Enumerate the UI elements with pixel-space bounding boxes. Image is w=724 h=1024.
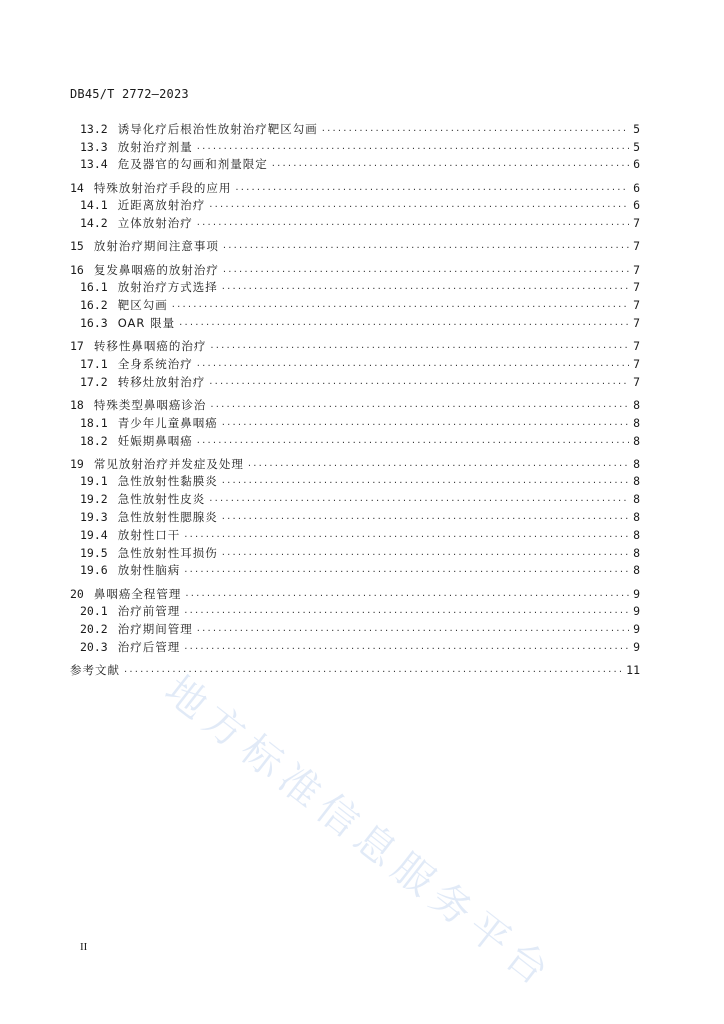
toc-leader-dots bbox=[184, 604, 629, 618]
toc-entry-page: 7 bbox=[633, 315, 640, 330]
toc-entry-page: 7 bbox=[633, 239, 640, 254]
toc-entry[interactable] bbox=[70, 154, 640, 172]
toc-entry-title: 复发鼻咽癌的放射治疗 bbox=[93, 262, 219, 277]
toc-entry-page: 9 bbox=[633, 604, 640, 619]
toc-entry[interactable] bbox=[70, 601, 640, 619]
toc-entry[interactable] bbox=[70, 259, 640, 277]
toc-entry-number: 19.5 bbox=[80, 545, 108, 560]
toc-entry[interactable] bbox=[70, 583, 640, 601]
toc-leader-dots bbox=[222, 546, 629, 560]
toc-leader-dots bbox=[248, 457, 629, 471]
toc-entry-number: 14.2 bbox=[80, 216, 108, 231]
toc-entry[interactable] bbox=[70, 524, 640, 542]
toc-entry-title: 近距离放射治疗 bbox=[117, 198, 206, 213]
toc-entry-page: 5 bbox=[633, 139, 640, 154]
toc-entry[interactable] bbox=[70, 136, 640, 154]
toc-entry-title: 特殊放射治疗手段的应用 bbox=[93, 180, 232, 195]
toc-entry-number: 16 bbox=[70, 262, 84, 277]
toc-entry-title: 靶区勾画 bbox=[117, 298, 168, 313]
toc-entry[interactable] bbox=[70, 312, 640, 330]
toc-entry-title: 青少年儿童鼻咽癌 bbox=[117, 415, 218, 430]
toc-leader-dots bbox=[272, 157, 629, 171]
toc-entry-title: 放射性脑病 bbox=[117, 563, 181, 578]
toc-leader-dots bbox=[222, 474, 629, 488]
toc-entry[interactable] bbox=[70, 659, 640, 677]
toc-entry-page: 7 bbox=[633, 216, 640, 231]
toc-entry-number: 17 bbox=[70, 339, 84, 354]
toc-entry-number: 13.2 bbox=[80, 121, 108, 136]
toc-entry[interactable] bbox=[70, 118, 640, 136]
toc-entry[interactable] bbox=[70, 412, 640, 430]
toc-entry-title: 放射治疗剂量 bbox=[117, 139, 193, 154]
toc-entry[interactable] bbox=[70, 277, 640, 295]
toc-entry-page: 7 bbox=[633, 339, 640, 354]
toc-entry-title: 急性放射性腮腺炎 bbox=[117, 510, 218, 525]
toc-entry-page: 7 bbox=[633, 280, 640, 295]
toc-entry-number: 13.4 bbox=[80, 157, 108, 172]
toc-entry-title: 放射治疗方式选择 bbox=[117, 280, 218, 295]
toc-entry-number: 14.1 bbox=[80, 198, 108, 213]
toc-entry-page: 8 bbox=[633, 563, 640, 578]
toc-entry[interactable] bbox=[70, 618, 640, 636]
toc-entry-title: 转移性鼻咽癌的治疗 bbox=[93, 339, 207, 354]
toc-entry-title: 治疗前管理 bbox=[117, 604, 181, 619]
toc-entry-number: 14 bbox=[70, 180, 84, 195]
toc-entry-title: OAR 限量 bbox=[117, 315, 176, 330]
toc-entry-page: 5 bbox=[633, 121, 640, 136]
toc-entry-page: 6 bbox=[633, 180, 640, 195]
toc-entry[interactable] bbox=[70, 335, 640, 353]
toc-entry-title: 全身系统治疗 bbox=[117, 356, 193, 371]
toc-entry[interactable] bbox=[70, 453, 640, 471]
toc-entry-page: 8 bbox=[633, 545, 640, 560]
toc-entry-title: 立体放射治疗 bbox=[117, 216, 193, 231]
toc-entry-title: 放射性口干 bbox=[117, 527, 181, 542]
toc-entry-title: 参考文献 bbox=[70, 663, 120, 678]
toc-leader-dots bbox=[197, 216, 629, 230]
toc-entry-title: 治疗后管理 bbox=[117, 640, 181, 655]
toc-entry-number: 19.4 bbox=[80, 527, 108, 542]
toc-entry-title: 妊娠期鼻咽癌 bbox=[117, 433, 193, 448]
toc-entry[interactable] bbox=[70, 471, 640, 489]
toc-leader-dots bbox=[235, 181, 629, 195]
toc-entry-page: 8 bbox=[633, 510, 640, 525]
toc-entry[interactable] bbox=[70, 394, 640, 412]
toc-leader-dots bbox=[197, 357, 629, 371]
toc-entry-page: 7 bbox=[633, 374, 640, 389]
toc-entry[interactable] bbox=[70, 177, 640, 195]
toc-entry-page: 8 bbox=[633, 456, 640, 471]
toc-entry[interactable] bbox=[70, 195, 640, 213]
toc-entry-title: 转移灶放射治疗 bbox=[117, 374, 206, 389]
toc-entry-number: 19.2 bbox=[80, 492, 108, 507]
toc-leader-dots bbox=[184, 563, 629, 577]
toc-entry-number: 17.1 bbox=[80, 356, 108, 371]
toc-entry-page: 9 bbox=[633, 622, 640, 637]
toc-entry-number: 19.1 bbox=[80, 474, 108, 489]
toc-leader-dots bbox=[197, 140, 629, 154]
toc-entry-number: 19.3 bbox=[80, 510, 108, 525]
toc-leader-dots bbox=[184, 640, 629, 654]
toc-entry-title: 急性放射性黏膜炎 bbox=[117, 474, 218, 489]
toc-leader-dots bbox=[223, 263, 629, 277]
toc-leader-dots bbox=[172, 298, 629, 312]
toc-leader-dots bbox=[210, 339, 629, 353]
toc-entry-number: 18.1 bbox=[80, 415, 108, 430]
toc-entry-title: 治疗期间管理 bbox=[117, 622, 193, 637]
toc-leader-dots bbox=[197, 434, 629, 448]
toc-entry-number: 18 bbox=[70, 397, 84, 412]
page-number: II bbox=[80, 941, 88, 953]
toc-entry-title: 常见放射治疗并发症及处理 bbox=[93, 456, 244, 471]
toc-entry-page: 9 bbox=[633, 586, 640, 601]
toc-entry[interactable] bbox=[70, 636, 640, 654]
toc-entry[interactable] bbox=[70, 294, 640, 312]
toc-entry-number: 20.1 bbox=[80, 604, 108, 619]
toc-entry-number: 16.2 bbox=[80, 298, 108, 313]
toc-entry-page: 8 bbox=[633, 527, 640, 542]
toc-entry-title: 危及器官的勾画和剂量限定 bbox=[117, 157, 268, 172]
toc-entry-page: 7 bbox=[633, 262, 640, 277]
toc-leader-dots bbox=[222, 510, 629, 524]
toc-leader-dots bbox=[185, 587, 629, 601]
toc-entry[interactable] bbox=[70, 430, 640, 448]
toc-entry-page: 6 bbox=[633, 157, 640, 172]
toc-entry-title: 特殊类型鼻咽癌诊治 bbox=[93, 397, 207, 412]
toc-entry-page: 9 bbox=[633, 640, 640, 655]
watermark-text: 地方标准信息服务平台 bbox=[156, 667, 563, 999]
toc-entry-number: 19 bbox=[70, 456, 84, 471]
toc-entry-number: 13.3 bbox=[80, 139, 108, 154]
toc-entry-page: 11 bbox=[626, 663, 640, 678]
toc-entry-page: 8 bbox=[633, 397, 640, 412]
toc-entry[interactable] bbox=[70, 236, 640, 254]
toc-leader-dots bbox=[209, 492, 629, 506]
toc-entry-page: 8 bbox=[633, 492, 640, 507]
toc-leader-dots bbox=[222, 280, 629, 294]
toc-entry-page: 8 bbox=[633, 433, 640, 448]
toc-entry-page: 8 bbox=[633, 415, 640, 430]
toc-entry-number: 20.2 bbox=[80, 622, 108, 637]
toc-entry-number: 17.2 bbox=[80, 374, 108, 389]
toc-entry-number: 16.3 bbox=[80, 315, 108, 330]
toc-entry[interactable] bbox=[70, 560, 640, 578]
toc-leader-dots bbox=[222, 416, 629, 430]
toc-entry-number: 18.2 bbox=[80, 433, 108, 448]
toc-entry-number: 16.1 bbox=[80, 280, 108, 295]
toc-entry-number: 15 bbox=[70, 239, 84, 254]
toc-entry-title: 急性放射性皮炎 bbox=[117, 492, 206, 507]
toc-leader-dots bbox=[209, 375, 629, 389]
table-of-contents bbox=[70, 118, 640, 677]
toc-leader-dots bbox=[210, 398, 629, 412]
toc-entry[interactable] bbox=[70, 506, 640, 524]
toc-entry-title: 诱导化疗后根治性放射治疗靶区勾画 bbox=[117, 121, 318, 136]
toc-entry-number: 19.6 bbox=[80, 563, 108, 578]
toc-leader-dots bbox=[184, 528, 629, 542]
document-id-header: DB45/T 2772—2023 bbox=[70, 87, 189, 101]
toc-leader-dots bbox=[322, 122, 629, 136]
toc-entry-title: 放射治疗期间注意事项 bbox=[93, 239, 219, 254]
toc-leader-dots bbox=[209, 198, 629, 212]
toc-leader-dots bbox=[179, 316, 629, 330]
toc-leader-dots bbox=[197, 622, 629, 636]
toc-entry-title: 鼻咽癌全程管理 bbox=[93, 586, 182, 601]
toc-leader-dots bbox=[223, 239, 629, 253]
toc-entry-number: 20 bbox=[70, 586, 84, 601]
toc-entry-page: 6 bbox=[633, 198, 640, 213]
toc-entry[interactable] bbox=[70, 488, 640, 506]
toc-entry-number: 20.3 bbox=[80, 640, 108, 655]
toc-entry-page: 8 bbox=[633, 474, 640, 489]
toc-entry-page: 7 bbox=[633, 298, 640, 313]
toc-entry[interactable] bbox=[70, 353, 640, 371]
toc-entry[interactable] bbox=[70, 371, 640, 389]
toc-entry[interactable] bbox=[70, 542, 640, 560]
toc-entry-page: 7 bbox=[633, 356, 640, 371]
toc-entry-title: 急性放射性耳损伤 bbox=[117, 545, 218, 560]
toc-entry[interactable] bbox=[70, 212, 640, 230]
